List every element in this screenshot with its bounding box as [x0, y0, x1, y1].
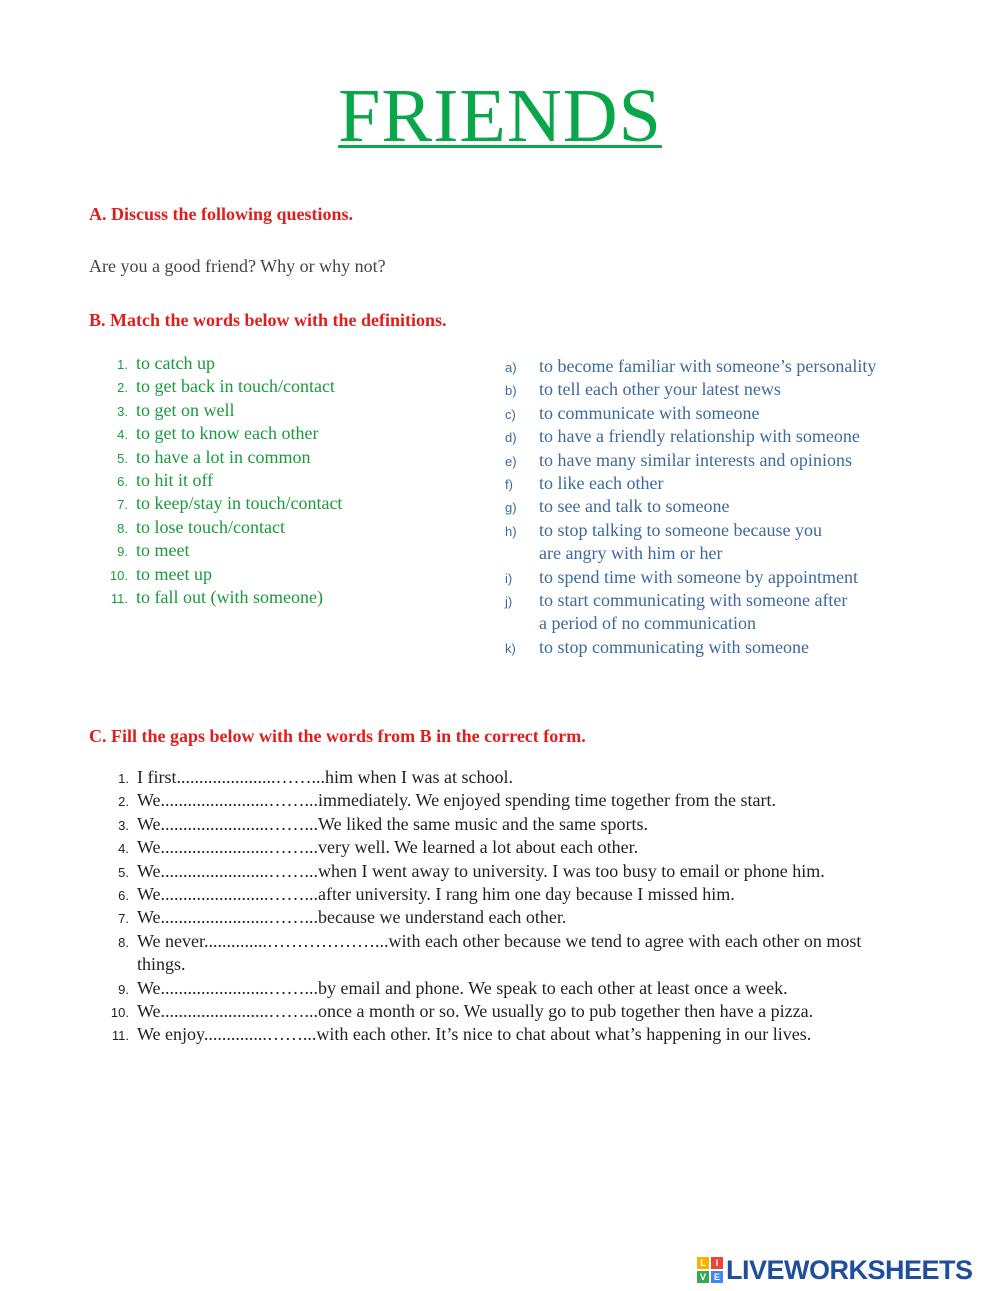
- gap-sentence: 4. We........................……...very well. We learned a lot about each other.: [118, 837, 639, 858]
- gap-sentence: 10. We........................……...once a month or so. We usually go to pub together then have a pizza.: [110, 1001, 814, 1022]
- definition-item: e) to have many similar interests and opinions: [505, 449, 852, 470]
- word-item: 11. to fall out (with someone): [110, 587, 323, 608]
- section-b-heading: B. Match the words below with the definitions.: [89, 310, 447, 330]
- word-item: 4. to get to know each other: [117, 423, 319, 444]
- definition-item: g) to see and talk to someone: [505, 496, 730, 517]
- definition-item: i) to spend time with someone by appointment: [505, 566, 858, 587]
- definition-item: h) to stop talking to someone because you are angry with him or her: [505, 519, 822, 564]
- section-a-heading: A. Discuss the following questions.: [89, 204, 354, 224]
- definition-item: k) to stop communicating with someone: [505, 636, 809, 657]
- gap-sentence: 1. I first......................……...him when I was at school.: [118, 767, 513, 787]
- word-item: 6. to hit it off: [117, 470, 214, 491]
- discussion-question: Are you a good friend? Why or why not?: [89, 256, 386, 276]
- words-list: [109, 352, 366, 609]
- word-item: 7. to keep/stay in touch/contact: [117, 493, 343, 514]
- gap-sentence: 9. We........................……...by email and phone. We speak to each other at least once a week.: [118, 977, 788, 998]
- definition-item: b) to tell each other your latest news: [505, 379, 781, 400]
- word-item: 8. to lose touch/contact: [117, 516, 285, 537]
- gap-sentence: 11. We enjoy..............……...with each other. It’s nice to chat about what’s happening in our lives.: [111, 1024, 812, 1045]
- worksheet-title: FRIENDS: [338, 74, 662, 158]
- section-c-heading: C. Fill the gaps below with the words from B in the correct form.: [89, 726, 586, 746]
- logo-block: V: [697, 1271, 709, 1283]
- definitions-list: [505, 355, 919, 659]
- gap-fill-list: [110, 766, 912, 1047]
- definition-item: c) to communicate with someone: [505, 402, 760, 423]
- logo-block: I: [711, 1257, 723, 1269]
- liveworksheets-logo[interactable]: [697, 1255, 973, 1285]
- word-item: 2. to get back in touch/contact: [117, 376, 335, 397]
- gap-sentence: 2. We........................……...immediately. We enjoyed spending time together from the start.: [118, 790, 776, 811]
- logo-text: LIVEWORKSHEETS: [726, 1254, 973, 1285]
- definition-item: j) to start communicating with someone after a period of no communication: [505, 590, 848, 634]
- word-item: 10. to meet up: [109, 563, 212, 584]
- gap-sentence: 5. We........................……...when I went away to university. I was too busy to email or phone him.: [118, 860, 825, 881]
- logo-blocks-icon: [697, 1257, 723, 1283]
- gap-sentence: 8. We never..............………………...with each other because we tend to agree with each other on most things.: [118, 930, 862, 975]
- word-item: 1. to catch up: [117, 353, 215, 373]
- logo-block: L: [697, 1257, 709, 1269]
- definition-item: f) to like each other: [505, 473, 664, 494]
- logo-block: E: [711, 1271, 723, 1283]
- word-item: 5. to have a lot in common: [117, 446, 311, 467]
- word-item: 3. to get on well: [117, 399, 235, 420]
- gap-sentence: 6. We........................……...after university. I rang him one day because I missed him.: [118, 884, 735, 905]
- definition-item: d) to have a friendly relationship with someone: [505, 426, 860, 447]
- word-item: 9. to meet: [117, 540, 190, 561]
- definition-item: a) to become familiar with someone’s personality: [505, 356, 877, 376]
- gap-sentence: 7. We........................……...because we understand each other.: [118, 907, 567, 928]
- gap-sentence: 3. We........................……...We liked the same music and the same sports.: [118, 813, 649, 834]
